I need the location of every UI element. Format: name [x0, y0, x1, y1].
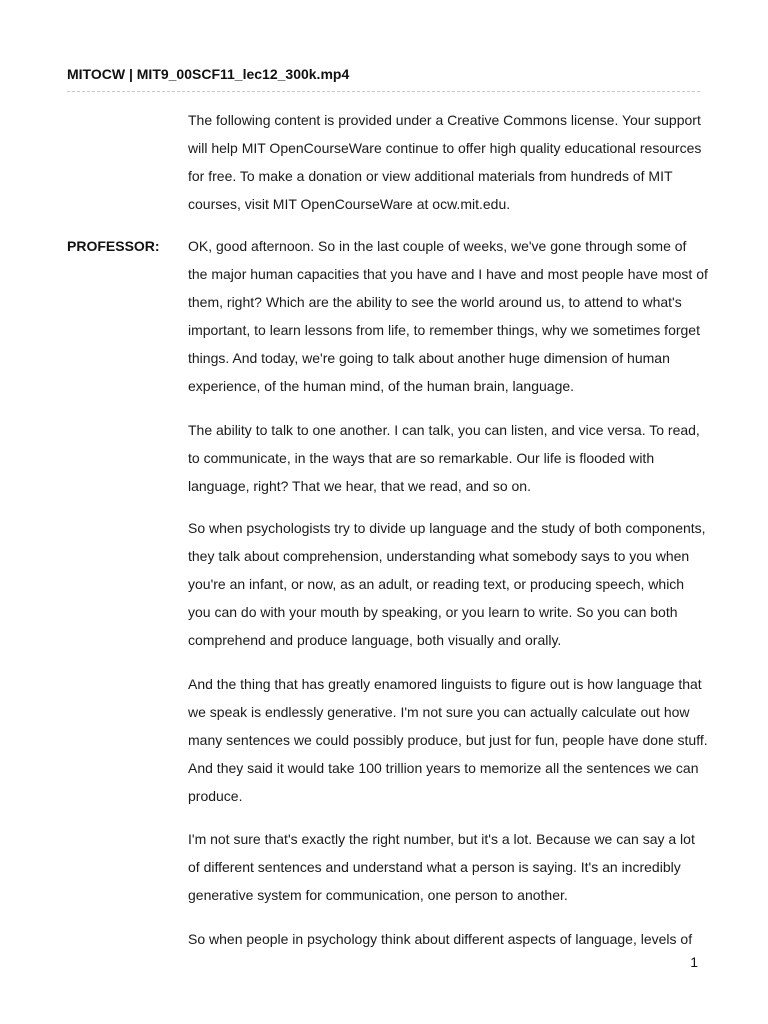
transcript-line: And they said it would take 100 trillion years to memorize all the sentences we can	[188, 760, 699, 776]
transcript-line: important, to learn lessons from life, to remember things, why we sometimes forget	[188, 322, 700, 338]
intro-line: courses, visit MIT OpenCourseWare at ocw.mit.edu.	[188, 196, 511, 212]
page-number: 1	[690, 954, 698, 970]
transcript-line: the major human capacities that you have and I have and most people have most of	[188, 266, 708, 282]
transcript-line: And the thing that has greatly enamored linguists to figure out is how language that	[188, 676, 702, 692]
transcript-line: to communicate, in the ways that are so remarkable. Our life is flooded with	[188, 450, 655, 466]
transcript-line: you can do with your mouth by speaking, or you learn to write. So you can both	[188, 604, 678, 620]
transcript-paragraph	[188, 232, 708, 400]
document-title: MITOCW | MIT9_00SCF11_lec12_300k.mp4	[67, 66, 350, 82]
intro-line: The following content is provided under a Creative Commons license. Your support	[188, 112, 701, 128]
transcript-line: The ability to talk to one another. I can talk, you can listen, and vice versa. To read,	[188, 422, 700, 438]
speaker-label: PROFESSOR:	[67, 238, 160, 254]
transcript-paragraph	[188, 670, 708, 810]
intro-line: for free. To make a donation or view additional materials from hundreds of MIT	[188, 168, 673, 184]
transcript-line: So when psychologists try to divide up language and the study of both components,	[188, 520, 706, 536]
transcript-paragraph	[188, 416, 708, 500]
transcript-line: language, right? That we hear, that we read, and so on.	[188, 478, 531, 494]
transcript-line: I'm not sure that's exactly the right number, but it's a lot. Because we can say a lot	[188, 831, 695, 847]
intro-line: will help MIT OpenCourseWare continue to offer high quality educational resources	[188, 140, 702, 156]
transcript-line: they talk about comprehension, understanding what somebody says to you when	[188, 548, 690, 564]
intro-paragraph	[188, 106, 708, 218]
transcript-line: produce.	[188, 788, 243, 804]
transcript-paragraph	[188, 925, 708, 953]
transcript-line: So when people in psychology think about different aspects of language, levels of	[188, 931, 693, 947]
transcript-line: OK, good afternoon. So in the last couple of weeks, we've gone through some of	[188, 238, 687, 254]
transcript-line: many sentences we could possibly produce, but just for fun, people have done stuff.	[188, 732, 708, 748]
transcript-line: comprehend and produce language, both visually and orally.	[188, 632, 562, 648]
transcript-paragraph	[188, 514, 708, 654]
transcript-line: generative system for communication, one person to another.	[188, 887, 568, 903]
header-divider	[67, 91, 700, 92]
transcript-line: things. And today, we're going to talk about another huge dimension of human	[188, 350, 670, 366]
transcript-line: we speak is endlessly generative. I'm not sure you can actually calculate out how	[188, 704, 690, 720]
transcript-line: of different sentences and understand what a person is saying. It's an incredibly	[188, 859, 681, 875]
transcript-paragraph	[188, 825, 708, 909]
transcript-line: experience, of the human mind, of the human brain, language.	[188, 378, 575, 394]
transcript-line: you're an infant, or now, as an adult, or reading text, or producing speech, which	[188, 576, 685, 592]
transcript-line: them, right? Which are the ability to see the world around us, to attend to what's	[188, 294, 682, 310]
